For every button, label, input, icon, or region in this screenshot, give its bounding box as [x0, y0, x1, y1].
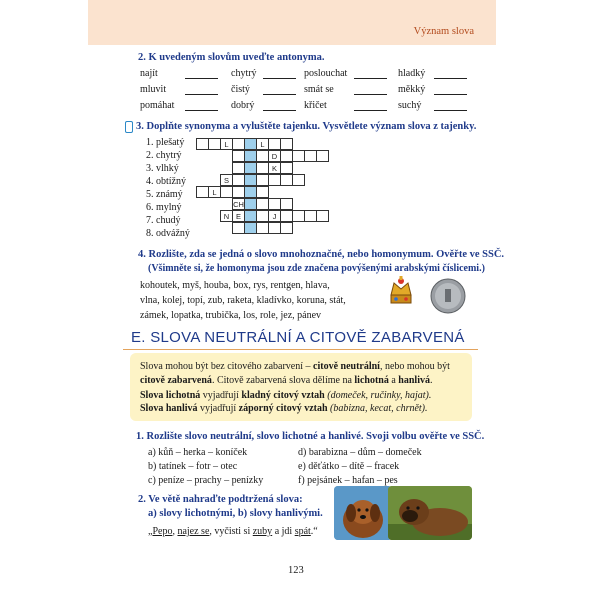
- ex4-line: vlna, kolej, topí, zub, raketa, kladívko, koruna, stát,: [140, 295, 346, 306]
- header-title: Význam slova: [413, 26, 474, 37]
- section-divider: [123, 349, 478, 350]
- info-bold: citově neutrální: [313, 361, 380, 372]
- info-bold: kladný citový vztah: [241, 390, 325, 401]
- ex4-line: zámek, lopatka, trubička, los, role, jez, pánev: [140, 310, 322, 321]
- ex2-word: dobrý: [231, 100, 255, 111]
- ex2-word: najít: [140, 68, 158, 79]
- ex3-clue: 7. chudý: [146, 215, 181, 226]
- info-italic: (domeček, ručinky, hajat).: [324, 390, 432, 401]
- info-italic: (babizna, kecat, chrnět).: [327, 403, 428, 414]
- info-line-2: [140, 375, 432, 386]
- textbook-page: [88, 0, 505, 600]
- ex2-word: měkký: [398, 84, 426, 95]
- ex2-word: křičet: [304, 100, 327, 111]
- ex2-blank[interactable]: [354, 110, 387, 111]
- ex2-blank[interactable]: [434, 78, 467, 79]
- exe1-heading: 1. Rozlište slovo neutrální, slovo lichotné a hanlivé. Svoji volbu ověřte ve SSČ.: [136, 431, 485, 442]
- info-bold: citově zabarvená: [140, 375, 212, 386]
- crossword-cell[interactable]: L: [256, 138, 269, 150]
- ex3-clue: 5. známý: [146, 189, 183, 200]
- info-line-1: [140, 361, 450, 372]
- crossword-cell[interactable]: [256, 186, 269, 198]
- puppy-image: [334, 486, 392, 540]
- ex2-blank[interactable]: [434, 110, 467, 111]
- ex2-word: poslouchat: [304, 68, 348, 79]
- ex2-word: mluvit: [140, 84, 167, 95]
- crossword-cell[interactable]: E: [232, 210, 245, 222]
- ex3-clue: 2. chytrý: [146, 150, 182, 161]
- underlined-word: zuby: [252, 526, 273, 537]
- exe1-item: a) kůň – herka – koníček: [148, 447, 248, 458]
- sentence-text: , vyčisti si: [209, 526, 253, 537]
- exe1-item: f) pejsánek – hafan – pes: [298, 475, 398, 486]
- ex2-blank[interactable]: [263, 94, 296, 95]
- dog-image: [388, 486, 472, 540]
- ex2-blank[interactable]: [263, 110, 296, 111]
- pencil-icon: [125, 121, 133, 133]
- sentence-text: ,: [172, 526, 178, 537]
- info-bold: záporný citový vztah: [238, 403, 328, 414]
- ex2-word: čistý: [231, 84, 250, 95]
- info-text: , nebo mohou být: [379, 361, 450, 372]
- info-text: . Citově zabarvená slova dělíme na: [211, 375, 355, 386]
- info-text: .: [429, 375, 433, 386]
- ex2-blank[interactable]: [434, 94, 467, 95]
- ex2-word: smát se: [304, 84, 334, 95]
- sentence-text: .“: [310, 526, 318, 537]
- ex2-blank[interactable]: [263, 78, 296, 79]
- crossword-cell[interactable]: [280, 162, 293, 174]
- crossword-cell[interactable]: L: [220, 138, 233, 150]
- info-text: vyjadřují: [197, 403, 239, 414]
- crossword-cell[interactable]: J: [268, 210, 281, 222]
- exe2-sentence: [148, 526, 318, 537]
- ex4-heading: 4. Rozlište, zda se jedná o slovo mnohoznačné, nebo homonymum. Ověřte ve SSČ.: [138, 249, 505, 260]
- sentence-text: „: [148, 526, 153, 537]
- ex3-clue: 1. plešatý: [146, 137, 185, 148]
- ex4-note: (Všimněte si, že homonyma jsou zde značena povýšenými arabskými číslicemi.): [148, 263, 485, 274]
- ex2-heading: 2. K uvedeným slovům uveďte antonyma.: [138, 52, 325, 63]
- exe1-item: b) tatínek – fotr – otec: [148, 461, 238, 472]
- info-text: vyjadřují: [200, 390, 242, 401]
- info-bold: Slova lichotná: [140, 390, 201, 401]
- sentence-text: a jdi: [272, 526, 295, 537]
- ex2-blank[interactable]: [185, 110, 218, 111]
- info-text: Slova mohou být bez citového zabarvení –: [140, 361, 314, 372]
- crossword-cell[interactable]: [316, 150, 329, 162]
- dog-photo: [388, 486, 472, 540]
- exe1-item: e) děťátko – dítě – fracek: [298, 461, 400, 472]
- crossword-cell[interactable]: [280, 222, 293, 234]
- page-number: 123: [288, 565, 304, 576]
- coin-icon: [430, 278, 466, 314]
- ex2-blank[interactable]: [185, 94, 218, 95]
- ex4-line: kohoutek, myš, houba, box, rys, rentgen, hlava,: [140, 280, 330, 291]
- ex3-clue: 4. obtížný: [146, 176, 186, 187]
- info-text: a: [388, 375, 399, 386]
- crossword-cell[interactable]: [316, 210, 329, 222]
- info-line-4: [140, 403, 428, 414]
- crossword-cell[interactable]: N: [220, 210, 233, 222]
- info-line-3: [140, 390, 431, 401]
- exe1-item: c) peníze – prachy – penízky: [148, 475, 264, 486]
- underlined-word: Pepo: [152, 526, 173, 537]
- crown-icon: [386, 275, 416, 309]
- crossword-cell[interactable]: [292, 174, 305, 186]
- section-e-title: E. SLOVA NEUTRÁLNÍ A CITOVĚ ZABARVENÁ: [131, 329, 465, 346]
- crossword-cell[interactable]: [280, 198, 293, 210]
- underlined-word: najez se: [177, 526, 210, 537]
- page-header-band: [88, 0, 496, 45]
- crossword-cell[interactable]: S: [220, 174, 233, 186]
- ex2-word: pomáhat: [140, 100, 175, 111]
- ex3-clue: 8. odvážný: [146, 228, 190, 239]
- ex3-clue: 6. mylný: [146, 202, 182, 213]
- crossword-cell[interactable]: [280, 138, 293, 150]
- ex2-blank[interactable]: [354, 78, 387, 79]
- info-box: [130, 353, 472, 421]
- info-bold: lichotná: [354, 375, 389, 386]
- exe2-heading: 2. Ve větě nahraďte podtržená slova:: [138, 494, 303, 505]
- exe1-item: d) barabizna – dům – domeček: [298, 447, 422, 458]
- crossword-cell[interactable]: K: [268, 162, 281, 174]
- ex2-word: chytrý: [231, 68, 257, 79]
- crossword-cell[interactable]: D: [268, 150, 281, 162]
- ex2-word: suchý: [398, 100, 422, 111]
- info-bold: hanlivá: [398, 375, 430, 386]
- ex3-clue: 3. vlhký: [146, 163, 179, 174]
- crossword-cell[interactable]: L: [208, 186, 221, 198]
- ex2-word: hladký: [398, 68, 426, 79]
- info-bold: Slova hanlivá: [140, 403, 198, 414]
- ex2-blank[interactable]: [354, 94, 387, 95]
- crossword-cell[interactable]: CH: [233, 200, 244, 209]
- ex3-heading: 3. Doplňte synonyma a vyluštěte tajenku. Vysvětlete význam slova z tajenky.: [136, 121, 477, 132]
- puppy-photo: [334, 486, 392, 540]
- ex2-blank[interactable]: [185, 78, 218, 79]
- exe2-subheading: a) slovy lichotnými, b) slovy hanlivými.: [148, 508, 323, 519]
- underlined-word: spát: [294, 526, 311, 537]
